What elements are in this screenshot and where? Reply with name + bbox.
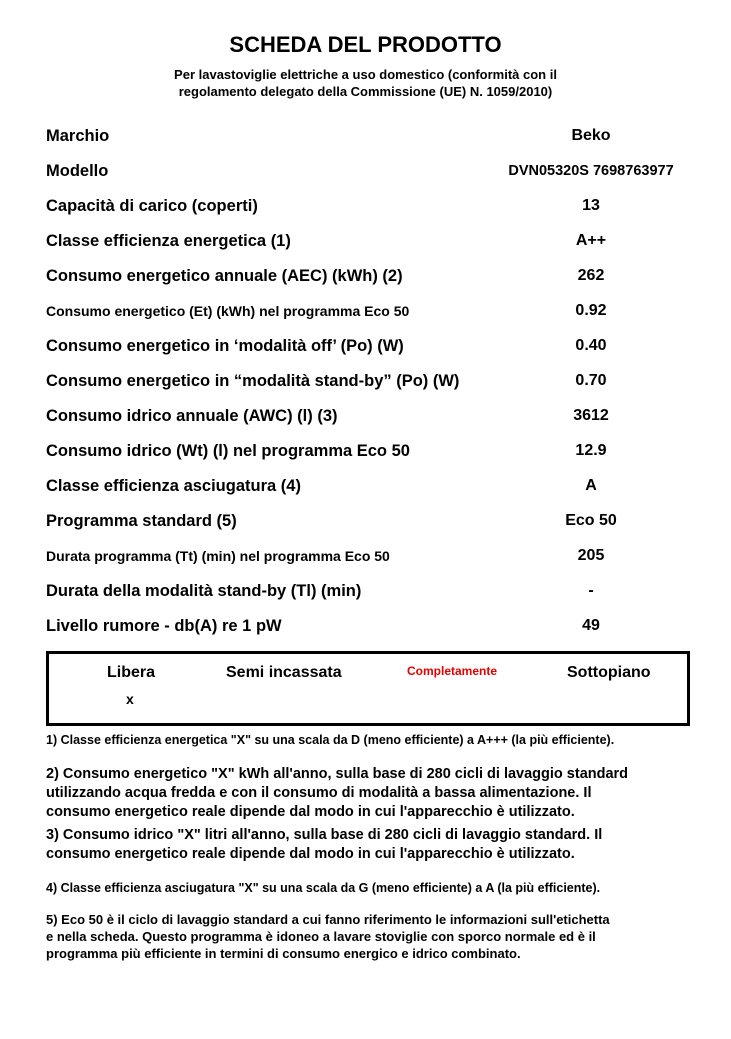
spec-row-rumore <box>0 614 731 638</box>
spec-row-awc <box>0 404 731 428</box>
footnote-3 <box>46 826 686 864</box>
page-title: SCHEDA DEL PRODOTTO <box>229 32 502 57</box>
spec-value: 12.9 <box>575 442 607 459</box>
footnote-3-line-1: 3) Consumo idrico "X" litri all'anno, sulla base di 280 cicli di lavaggio standard. Il <box>46 827 603 843</box>
spec-row-aec <box>0 264 731 288</box>
subtitle-line-1: Per lavastoviglie elettriche a uso domestico (conformità con il <box>174 67 557 82</box>
option-sottopiano: Sottopiano <box>567 664 651 681</box>
spec-label: Modello <box>46 162 109 180</box>
spec-label: Consumo energetico in “modalità stand-by” (Po) (W) <box>46 372 460 390</box>
spec-row-po-off <box>0 334 731 358</box>
footnote-2-line-2: utilizzando acqua fredda e con il consumo di modalità a bassa alimentazione. Il <box>46 785 592 801</box>
footnote-5-line-3: programma più efficiente in termini di consumo energico e idrico combinato. <box>46 946 521 961</box>
option-libera: Libera <box>107 664 156 681</box>
spec-value: A++ <box>575 232 607 249</box>
spec-label: Consumo idrico annuale (AWC) (l) (3) <box>46 407 338 425</box>
spec-value: DVN05320S 7698763977 <box>508 163 674 179</box>
spec-label: Livello rumore - db(A) re 1 pW <box>46 617 282 635</box>
spec-value: - <box>588 582 594 599</box>
spec-row-durata <box>0 544 731 568</box>
spec-row-classe-energetica <box>0 229 731 253</box>
spec-row-po-standby <box>0 369 731 393</box>
spec-value: 0.70 <box>575 372 607 389</box>
spec-row-marchio <box>0 124 731 148</box>
subtitle-line-2: regolamento delegato della Commissione (UE) N. 1059/2010) <box>178 84 553 99</box>
installation-type-box <box>46 651 690 726</box>
spec-value: 13 <box>582 197 600 214</box>
spec-label: Consumo idrico (Wt) (l) nel programma Eco 50 <box>46 442 410 460</box>
spec-label: Consumo energetico (Et) (kWh) nel programma Eco 50 <box>46 303 410 319</box>
footnote-2-line-3: consumo energetico reale dipende dal modo in cui l'apparecchio è utilizzato. <box>46 804 575 820</box>
spec-label: Consumo energetico annuale (AEC) (kWh) (2) <box>46 267 403 285</box>
spec-label: Programma standard (5) <box>46 512 237 530</box>
spec-label: Durata programma (Tt) (min) nel programma Eco 50 <box>46 548 390 564</box>
option-completamente: Completamente <box>407 664 498 678</box>
spec-row-modello <box>0 159 731 183</box>
spec-value: Eco 50 <box>565 512 617 529</box>
spec-value: 205 <box>577 547 605 564</box>
spec-label: Capacità di carico (coperti) <box>46 197 258 215</box>
selected-mark-libera: x <box>126 691 134 707</box>
spec-value: A <box>585 477 597 494</box>
footnote-4: 4) Classe efficienza asciugatura "X" su una scala da G (meno efficiente) a A (la più efficiente). <box>46 881 601 895</box>
spec-row-capacita <box>0 194 731 218</box>
page-subtitle <box>0 66 731 100</box>
spec-value: 3612 <box>573 407 609 424</box>
spec-label: Classe efficienza energetica (1) <box>46 232 291 250</box>
spec-value: 262 <box>577 267 605 284</box>
spec-value: 0.40 <box>575 337 607 354</box>
spec-label: Consumo energetico in ‘modalità off’ (Po) (W) <box>46 337 404 355</box>
footnote-5-line-1: 5) Eco 50 è il ciclo di lavaggio standard a cui fanno riferimento le informazioni sull'etichetta <box>46 912 610 927</box>
footnote-3-line-2: consumo energetico reale dipende dal modo in cui l'apparecchio è utilizzato. <box>46 846 575 862</box>
spec-value: 49 <box>582 617 600 634</box>
spec-row-asciugatura <box>0 474 731 498</box>
spec-label: Durata della modalità stand-by (Tl) (min) <box>46 582 362 600</box>
spec-label: Classe efficienza asciugatura (4) <box>46 477 301 495</box>
spec-row-standby-duration <box>0 579 731 603</box>
footnote-5 <box>46 911 686 962</box>
spec-row-programma <box>0 509 731 533</box>
footnote-2-line-1: 2) Consumo energetico "X" kWh all'anno, sulla base di 280 cicli di lavaggio standard <box>46 766 629 782</box>
spec-value: 0.92 <box>575 302 607 319</box>
footnote-1: 1) Classe efficienza energetica "X" su una scala da D (meno efficiente) a A+++ (la più efficiente). <box>46 733 615 747</box>
spec-label: Marchio <box>46 127 110 145</box>
spec-value: Beko <box>571 127 611 144</box>
option-semi-incassata: Semi incassata <box>226 664 342 681</box>
spec-row-wt <box>0 439 731 463</box>
footnote-2 <box>46 765 686 822</box>
footnote-5-line-2: e nella scheda. Questo programma è idoneo a lavare stoviglie con sporco normale ed è il <box>46 929 596 944</box>
spec-row-et <box>0 299 731 323</box>
